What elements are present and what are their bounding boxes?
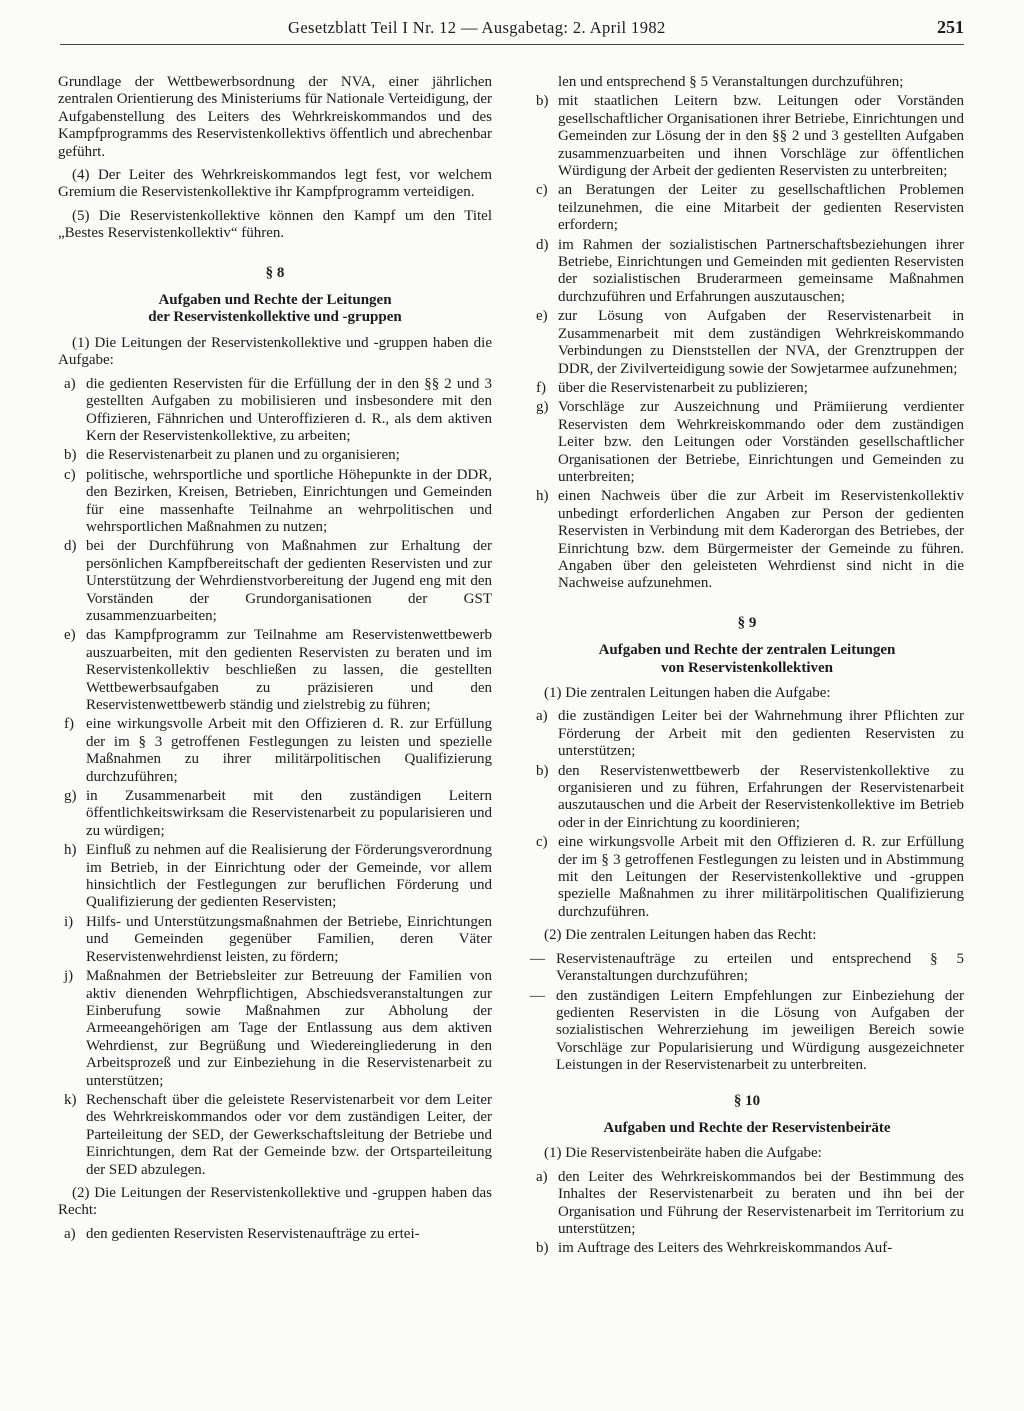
page-header: [60, 16, 964, 45]
section-10-number: § 10: [733, 1092, 761, 1109]
section-8-items: [58, 376, 492, 1179]
list-item: [530, 237, 964, 307]
left-column: [58, 74, 492, 1245]
section-8-title-line: Aufgaben und Rechte der Leitungen: [158, 292, 392, 309]
list-item-text: bei der Durchführung von Maßnahmen zur Erhaltung der persönlichen Kampfbereitschaft der gedienten Reservisten und zur Unterstützung der Wehrdienstvorbereitung der Jugend eng mit den Vorständen der Grundorganisationen der GST zusammenzuarbeiten;: [86, 538, 492, 624]
list-item-text: den zuständigen Leitern Empfehlungen zur Einbeziehung der gedienten Reservisten in die Lösung von Aufgaben der sozialistischen Wehrerziehung im jeweiligen Bereich sowie Vorschläge zur Popularisierung und Würdigung ausgezeichneter Leistungen in der Reservistenarbeit zu unterbreiten.: [556, 987, 964, 1074]
list-item-marker: g): [536, 399, 549, 416]
list-item: [58, 716, 492, 786]
list-item-marker: b): [536, 762, 549, 779]
list-item-text: einen Nachweis über die zur Arbeit im Reservistenkollektiv unbedingt erforderlichen Angaben zur Person der gedienten Reservisten in Verbindung mit dem Kaderorgan des Betriebes, der Einrichtung bzw. dem Bürgermeister der Gemeinde zu führen. Angaben über den geleisteten Wehrdienst sind nicht in die Nachweise aufzunehmen.: [558, 488, 964, 592]
list-item: [58, 914, 492, 966]
list-item-marker: c): [536, 182, 548, 199]
section-9-number: § 9: [737, 614, 757, 631]
paragraph-4: (4) Der Leiter des Wehrkreiskommandos legt fest, vor welchem Gremium die Reservistenkollektive ihr Kampfprogramm verteidigen.: [58, 167, 492, 201]
list-item-text: das Kampfprogramm zur Teilnahme am Reservistenwettbewerb auszuarbeiten, mit den gedienten Reservisten zu beraten und im Reservistenkollektiv beschließen zu lassen, die gestellten Wettbewerbsaufgaben zu präzisieren und den Reservistenwettbewerb ständig und zielstrebig zu führen;: [86, 627, 492, 713]
list-item-text: Vorschläge zur Auszeichnung und Prämiierung verdienter Reservisten dem Wehrkreiskommando oder dem zuständigen Leiter bzw. den Leitungen oder Vorständen gesellschaftlicher Organisationen der Betriebe, Einrichtungen und Gemeinden zu unterbreiten;: [558, 399, 964, 485]
list-item-marker: —: [530, 987, 545, 1004]
section-8-title-line: der Reservistenkollektive und -gruppen: [148, 309, 402, 326]
list-item: [58, 376, 492, 446]
section-9-title-line: von Reservistenkollektiven: [660, 659, 834, 676]
list-item-marker: a): [64, 375, 76, 392]
list-item: [58, 1226, 492, 1243]
list-item: [530, 182, 964, 234]
list-item-marker: —: [530, 950, 545, 967]
list-item-marker: d): [536, 236, 549, 253]
list-item-text: über die Reservistenarbeit zu publizieren;: [558, 379, 808, 396]
list-item-marker: k): [64, 1091, 77, 1108]
list-item-text: die Reservistenarbeit zu planen und zu organisieren;: [86, 447, 400, 464]
list-item-marker: f): [536, 379, 546, 396]
list-item-marker: e): [536, 308, 548, 325]
list-item: [58, 627, 492, 714]
list-item: [58, 842, 492, 912]
list-item-marker: a): [536, 708, 548, 725]
list-item: [530, 1169, 964, 1239]
list-item-text: die gedienten Reservisten für die Erfüllung der in den §§ 2 und 3 gestellten Aufgaben zu mobilisieren und insbesondere mit den Offizieren, Fähnrichen und Unteroffizieren d. R., als dem aktiven Kern der Reservistenkollektive, zu arbeiten;: [86, 375, 492, 444]
list-item-text: die zuständigen Leiter bei der Wahrnehmung ihrer Pflichten zur Förderung der Arbeit mit den gedienten Reservisten zu unterstützen;: [558, 708, 964, 760]
section-10-title: [530, 1120, 964, 1137]
list-item: [530, 1240, 964, 1257]
section-9-para-2: (2) Die zentralen Leitungen haben das Recht:: [544, 927, 817, 944]
dash-list-item: [530, 950, 964, 986]
list-item: [530, 380, 964, 397]
list-item: [530, 708, 964, 760]
dash-list-item: [530, 987, 964, 1075]
list-item-marker: j): [64, 968, 74, 985]
list-item-text: Maßnahmen der Betriebsleiter zur Betreuung der Familien von aktiv dienenden Wehrpflichtigen, Abschiedsveranstaltungen zur Einberufung sowie Maßnahmen zur Abholung der Armeeangehörigen am Tage der Entlassung aus dem aktiven Wehrdienst, zur Begrüßung und Wiedereingliederung in den Arbeitsprozeß und zur Einbeziehung in die Reservistenarbeit zu unterstützen;: [86, 968, 492, 1089]
list-item-text: mit staatlichen Leitern bzw. Leitungen oder Vorständen gesellschaftlicher Organisationen ihrer Betriebe, Einrichtungen und Gemeinden zur Lösung der in den §§ 2 und 3 gestellten Aufgaben zusammenzuarbeiten und ihnen Vorschläge zur öffentlichen Würdigung der Arbeit der gedienten Reservisten zu unterbreiten;: [558, 93, 964, 180]
list-item-marker: i): [64, 913, 74, 930]
list-item-marker: g): [64, 788, 77, 805]
section-8-para-2: (2) Die Leitungen der Reservistenkollektive und -gruppen haben das Recht:: [58, 1184, 492, 1219]
list-item: [58, 1092, 492, 1179]
section-9-para-1: (1) Die zentralen Leitungen haben die Aufgabe:: [544, 685, 831, 701]
paragraph-5: (5) Die Reservistenkollektive können den Kampf um den Titel „Bestes Reservistenkollektiv“ führen.: [58, 207, 492, 242]
section-10-items: [530, 1169, 964, 1258]
list-item: [530, 488, 964, 592]
list-item: [530, 93, 964, 180]
list-item-marker: h): [64, 842, 77, 859]
header-title: Gesetzblatt Teil I Nr. 12 — Ausgabetag: 2. April 1982: [288, 18, 666, 37]
section-8-para-1: (1) Die Leitungen der Reservistenkollektive und -gruppen haben die Aufgabe:: [58, 334, 492, 369]
section-8-title: [58, 292, 492, 327]
list-item-text: Hilfs- und Unterstützungsmaßnahmen der Betriebe, Einrichtungen und Gemeinden gegenüber Familien, deren Väter Reservistenwehrdienst leisten, zu fördern;: [86, 913, 492, 965]
list-item-text: an Beratungen der Leiter zu gesellschaftlichen Problemen teilzunehmen, die eine Mitarbeit der gedienten Reservisten erfordern;: [558, 182, 964, 234]
list-item-text: Reservistenaufträge zu erteilen und entsprechend § 5 Veranstaltungen durchzuführen;: [556, 950, 964, 985]
list-item-text: politische, wehrsportliche und sportliche Höhepunkte in der DDR, den Bezirken, Kreisen, Betrieben, Einrichtungen und Gemeinden für eine massenhafte Teilnahme an wehrpolitischen und wehrsportlichen Maßnahmen zu nutzen;: [86, 466, 492, 535]
list-item-marker: f): [64, 716, 74, 733]
list-item: [530, 763, 964, 833]
section-10-title-line: Aufgaben und Rechte der Reservistenbeiräte: [603, 1119, 891, 1136]
list-item: [530, 308, 964, 378]
list-item-marker: c): [536, 834, 548, 851]
list-item-marker: b): [536, 1240, 549, 1257]
continued-item: len und entsprechend § 5 Veranstaltungen durchzuführen;: [558, 74, 904, 90]
list-item-marker: c): [64, 466, 76, 483]
intro-paragraph: Grundlage der Wettbewerbsordnung der NVA, einer jährlichen zentralen Orientierung des Ministeriums für Nationale Verteidigung, der Aufgabenstellung des Leiters des Wehrkreiskommandos und des Kampfprogramms des Reservistenkollektivs öffentlich und abrechenbar geführt.: [58, 74, 492, 160]
list-item-text: den gedienten Reservisten Reservistenaufträge zu ertei-: [86, 1225, 420, 1242]
list-item: [530, 399, 964, 486]
list-item-text: den Reservistenwettbewerb der Reservistenkollektive zu organisieren und zu führen, Erfahrungen der Reservistenarbeit auszutauschen und die Arbeit der Reservistenkollektive im Betrieb oder in der Einrichtung zu koordinieren;: [558, 762, 964, 831]
list-item: [58, 447, 492, 464]
list-item: [58, 467, 492, 537]
list-item-text: im Rahmen der sozialistischen Partnerschaftsbeziehungen ihrer Betriebe, Einrichtungen und Gemeinden mit gedienten Reservisten der sozialistischen Bruderarmeen gemeinsame Maßnahmen durchzuführen und Erfahrungen auszutauschen;: [558, 236, 964, 305]
list-item-text: eine wirkungsvolle Arbeit mit den Offizieren d. R. zur Erfüllung der im § 3 getroffenen Festlegungen zu leisten und spezielle Maßnahmen zu ihrer militärpolitischen Qualifizierung durchzuführen;: [86, 716, 492, 785]
section-10-para-1: (1) Die Reservistenbeiräte haben die Aufgabe:: [544, 1145, 822, 1162]
list-item: [58, 968, 492, 1090]
list-item-text: im Auftrage des Leiters des Wehrkreiskommandos Auf-: [558, 1240, 893, 1257]
section-8-items-2: [58, 1226, 492, 1243]
list-item-text: eine wirkungsvolle Arbeit mit den Offizieren d. R. zur Erfüllung der im § 3 getroffenen Festlegungen zu leisten und in Abstimmung mit den Leitungen der Reservistenkollektive und -gruppen spezielle Maßnahmen zu ihrer militärpolitischen Qualifizierung durchzuführen.: [558, 834, 964, 920]
list-item-text: Rechenschaft über die geleistete Reservistenarbeit vor dem Leiter des Wehrkreiskommandos oder vor dem zuständigen Leiter, der Parteileitung der SED, der Gewerkschaftsleitung der Betriebe und Einrichtungen, dem Rat der Gemeinde bzw. der Ortsparteileitung der SED abzulegen.: [86, 1091, 492, 1178]
list-item-marker: h): [536, 488, 549, 505]
list-item: [58, 538, 492, 625]
list-item-text: den Leiter des Wehrkreiskommandos bei der Bestimmung des Inhaltes der Reservistenarbeit zu beraten und ihn bei der Organisation und Führung der Reservistenarbeit im Territorium zu unterstützen;: [558, 1168, 964, 1237]
list-item-text: zur Lösung von Aufgaben der Reservistenarbeit in Zusammenarbeit mit dem zuständigen Wehrkreiskommando Verbindungen zu Dienststellen der NVA, der Grenztruppen der DDR, der Zivilverteidigung sowie der Sowjetarmee aufzunehmen;: [558, 308, 964, 377]
list-item-marker: b): [536, 93, 549, 110]
list-item: [58, 788, 492, 840]
section-9-title-line: Aufgaben und Rechte der zentralen Leitungen: [598, 642, 896, 659]
section-8-items-continued: [530, 93, 964, 592]
right-column: [530, 74, 964, 1260]
list-item: [530, 834, 964, 921]
page-number: 251: [937, 17, 964, 37]
section-9-title: [530, 642, 964, 677]
list-item-marker: a): [536, 1168, 548, 1185]
section-9-items: [530, 708, 964, 921]
list-item-marker: e): [64, 627, 76, 644]
list-item-marker: b): [64, 447, 77, 464]
list-item-marker: a): [64, 1225, 76, 1242]
list-item-marker: d): [64, 538, 77, 555]
list-item-text: in Zusammenarbeit mit den zuständigen Leitern öffentlichkeitswirksam die Reservistenarbeit zu popularisieren und zu würdigen;: [86, 788, 492, 839]
section-8-number: § 8: [265, 264, 285, 281]
list-item-text: Einfluß zu nehmen auf die Realisierung der Förderungsverordnung im Betrieb, in der Einrichtung oder der Gemeinde, vor allem hinsichtlich der Festlegungen zur beruflichen Förderung und Qualifizierung der gedienten Reservisten;: [86, 842, 492, 911]
section-9-dash-list: [530, 951, 964, 1075]
